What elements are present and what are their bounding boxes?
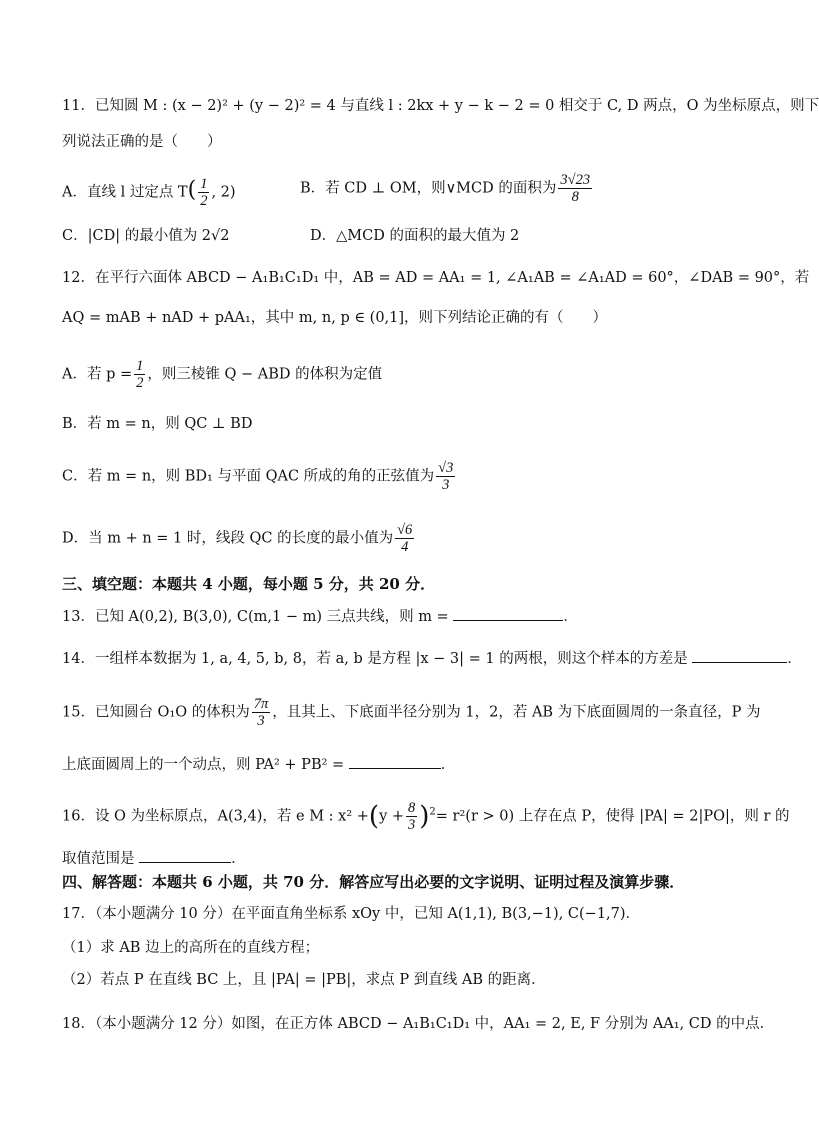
q11-option-b-text: B．若 CD ⊥ OM，则∨MCD 的面积为 xyxy=(300,180,557,197)
q12-option-c: C．若 m = n，则 BD₁ 与平面 QAC 所成的角的正弦值为 $\frac{√3}{3}$ xyxy=(62,460,454,493)
q16-line1: 16．设 O 为坐标原点，A(3,4)，若 e M : x² +(y + $\frac{8}{3}$ )$^2$= r²(r > 0) 上存在点 P，使得 |PA| = 2|PO|，则 r 的 xyxy=(62,800,790,833)
q17-part-2: （2）若点 P 在直线 BC 上，且 |PA| = |PB|，求点 P 到直线 AB 的距离． xyxy=(62,972,546,988)
q12-option-a: A．若 p = $\frac{1}{2}$ ，则三棱锥 Q − ABD 的体积为定值 xyxy=(62,358,383,391)
q17-stem: 17．（本小题满分 10 分）在平面直角坐标系 xOy 中，已知 A(1,1), B(3,−1), C(−1,7)． xyxy=(62,906,641,922)
section-4-heading: 四、解答题：本题共 6 小题，共 70 分．解答应写出必要的文字说明、证明过程及演算步骤． xyxy=(62,873,685,891)
q13-answer-blank xyxy=(453,606,563,621)
q15-fraction: $\frac{7\pi}{3}$ xyxy=(253,696,269,729)
section-3-heading: 三、填空题：本题共 4 小题，每小题 5 分，共 20 分． xyxy=(62,575,436,593)
q12-option-d: D．当 m + n = 1 时，线段 QC 的长度的最小值为 $\frac{√6}{4}$ xyxy=(62,522,413,555)
q11-option-b xyxy=(300,172,594,205)
q12-option-a-fraction: $\frac{1}{2}$ xyxy=(136,358,144,391)
q14-answer-blank xyxy=(692,648,787,663)
q13: 13．已知 A(0,2), B(3,0), C(m,1 − m) 三点共线，则 m = ． xyxy=(62,606,754,627)
q18-stem: 18．（本小题满分 12 分）如图，在正方体 ABCD − A₁B₁C₁D₁ 中，AA₁ = 2, E, F 分别为 AA₁, CD 的中点． xyxy=(62,1016,775,1032)
q12-stem-line2: AQ = mAB + nAD + pAA₁，其中 m, n, p ∈ (0,1]，则下列结论正确的有（ ） xyxy=(62,310,608,326)
q11-option-a-text: A．直线 l 过定点 T xyxy=(62,184,188,201)
q14: 14．一组样本数据为 1, a, 4, 5, b, 8，若 a, b 是方程 |x − 3| = 1 的两根，则这个样本的方差是 ． xyxy=(62,648,754,669)
q11-option-a: A．直线 l 过定点 T( $\frac{1}{2}$ , 2) xyxy=(62,176,236,209)
q15-answer-blank xyxy=(349,754,441,769)
q11-option-b-fraction: $\frac{3√23}{8}$ xyxy=(560,172,591,205)
q11-option-c: C．|CD| 的最小值为 2√2 xyxy=(62,228,230,244)
q16-fraction: $\frac{8}{3}$ xyxy=(408,800,416,833)
q16-answer-blank xyxy=(139,848,231,863)
q11-stem-line1: 11．已知圆 M : (x − 2)² + (y − 2)² = 4 与直线 l : 2kx + y − k − 2 = 0 相交于 C, D 两点，O 为坐标原点，则下 xyxy=(62,98,819,114)
q12-option-d-fraction: $\frac{√6}{4}$ xyxy=(397,522,413,555)
q17-part-1: （1）求 AB 边上的高所在的直线方程； xyxy=(62,940,320,956)
q12-option-c-fraction: $\frac{√3}{3}$ xyxy=(438,460,454,493)
q15-line1: 15．已知圆台 O₁O 的体积为 $\frac{7\pi}{3}$ ，且其上、下底面半径分别为 1，2，若 AB 为下底面圆周的一条直径，P 为 xyxy=(62,696,761,729)
q11-option-d: D．△MCD 的面积的最大值为 2 xyxy=(310,228,520,244)
q16-line2: 取值范围是 ． xyxy=(62,848,754,869)
q15-line2: 上底面圆周上的一个动点，则 PA² + PB² = ． xyxy=(62,754,754,775)
q12-option-b: B．若 m = n，则 QC ⊥ BD xyxy=(62,416,253,432)
q11-option-a-fraction: $\frac{1}{2}$ xyxy=(200,176,208,209)
q11-stem-line2: 列说法正确的是（ ） xyxy=(62,134,222,150)
q12-stem-line1: 12．在平行六面体 ABCD − A₁B₁C₁D₁ 中，AB = AD = AA₁ = 1, ∠A₁AB = ∠A₁AD = 60°，∠DAB = 90°，若 xyxy=(62,270,810,286)
